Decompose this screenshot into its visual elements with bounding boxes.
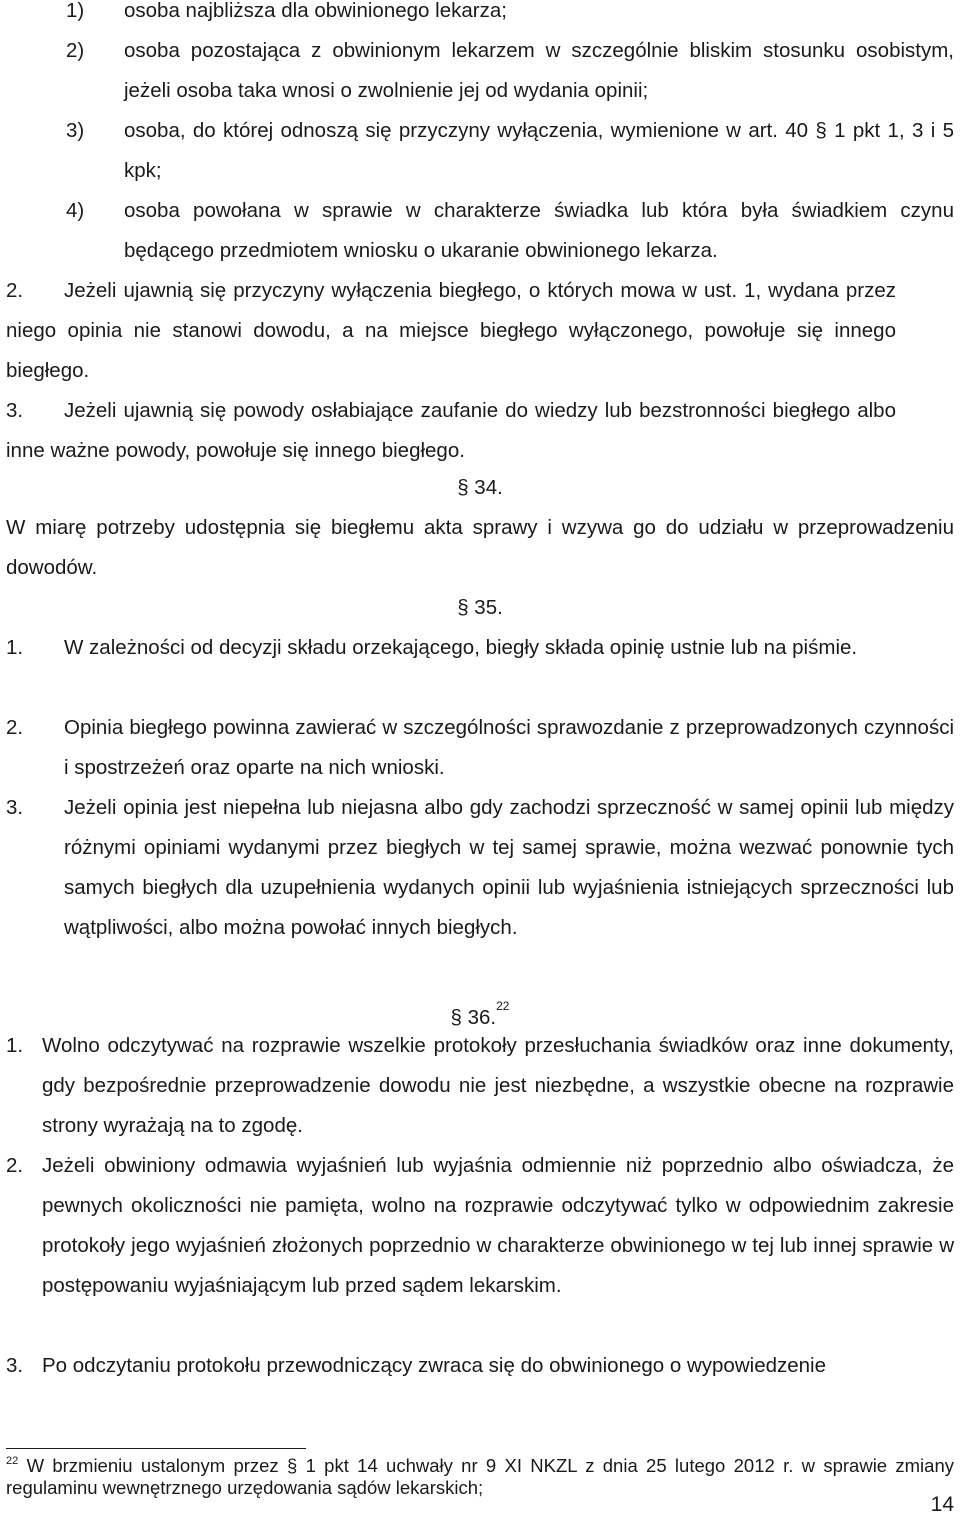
section-number: 36.	[467, 1006, 497, 1029]
point-text: Jeżeli opinia jest niepełna lub niejasna albo gdy zachodzi sprzeczność w samej opinii lub między różnymi opiniami wydanymi przez biegłych w tej samej sprawie, można wezwać ponownie tych samych biegłych dla uzupełnienia wydanych opinii lub wyjaśnienia istniejących sprzeczności lub wątpliwości, albo można powołać innych biegłych.	[64, 796, 954, 939]
section-number: 34.	[474, 476, 503, 499]
list-item-number: 2)	[66, 39, 85, 62]
paragraph-point	[6, 1026, 954, 1146]
list-item-number: 1)	[66, 0, 85, 22]
footnote-separator	[6, 1448, 306, 1449]
section-sign: §	[457, 476, 469, 499]
list-item-text: osoba najbliższa dla obwinionego lekarza;	[124, 0, 507, 22]
list-item-text: osoba powołana w sprawie w charakterze świadka lub która była świadkiem czynu będącego przedmiotem wniosku o ukaranie obwinionego lekarza.	[124, 199, 954, 262]
paragraph-point	[6, 1346, 954, 1386]
list-item-text: osoba pozostająca z obwinionym lekarzem w szczególnie bliskim stosunku osobistym, jeżeli osoba taka wnosi o zwolnienie jej od wydania opinii;	[124, 39, 954, 102]
section-heading	[0, 588, 960, 628]
list-item-number: 3)	[66, 119, 85, 142]
page-number: 14	[930, 1493, 954, 1516]
point-text: Jeżeli ujawnią się powody osłabiające zaufanie do wiedzy lub bezstronności biegłego albo inne ważne powody, powołuje się innego biegłego.	[6, 399, 896, 462]
list-item	[66, 0, 954, 31]
point-text: W zależności od decyzji składu orzekającego, biegły składa opinię ustnie lub na piśmie.	[64, 636, 858, 659]
point-text: Po odczytaniu protokołu przewodniczący zwraca się do obwinionego o wypowiedzenie	[42, 1354, 827, 1377]
point-number: 2.	[6, 1154, 24, 1177]
footnote-text: W brzmieniu ustalonym przez § 1 pkt 14 uchwały nr 9 XI NKZL z dnia 25 lutego 2012 r. w sprawie zmiany regulaminu wewnętrznego urzędowania sądów lekarskich;	[6, 1455, 954, 1498]
point-number: 3.	[6, 1354, 24, 1377]
list-item-text: osoba, do której odnoszą się przyczyny wyłączenia, wymienione w art. 40 § 1 pkt 1, 3 i 5 kpk;	[124, 119, 954, 182]
paragraph-point	[6, 628, 954, 668]
point-number: 1.	[6, 1034, 24, 1057]
point-number: 1.	[6, 636, 24, 659]
list-item-number: 4)	[66, 199, 85, 222]
footnote-number: 22	[6, 1455, 19, 1467]
section-sign: §	[457, 596, 469, 619]
point-text: Wolno odczytywać na rozprawie wszelkie protokoły przesłuchania świadków oraz inne dokumenty, gdy bezpośrednie przeprowadzenie dowodu nie jest niezbędne, a wszystkie obecne na rozprawie strony wyrażają na to zgodę.	[42, 1034, 954, 1137]
point-number: 2.	[6, 716, 24, 739]
list-item	[66, 111, 954, 191]
paragraph-point	[6, 708, 954, 788]
paragraph-point	[6, 271, 954, 391]
footnote-reference[interactable]: 22	[496, 999, 510, 1013]
paragraph-point	[6, 1146, 954, 1306]
footnote	[6, 1450, 954, 1499]
point-text: Jeżeli ujawnią się przyczyny wyłączenia biegłego, o których mowa w ust. 1, wydana przez niego opinia nie stanowi dowodu, a na miejsce biegłego wyłączonego, powołuje się innego biegłego.	[6, 279, 896, 382]
section-number: 35.	[474, 596, 503, 619]
point-number: 3.	[6, 399, 24, 422]
list-item	[66, 191, 954, 271]
point-number: 3.	[6, 796, 24, 819]
point-text: Opinia biegłego powinna zawierać w szczególności sprawozdanie z przeprowadzonych czynności i spostrzeżeń oraz oparte na nich wnioski.	[64, 716, 954, 779]
point-text: Jeżeli obwiniony odmawia wyjaśnień lub wyjaśnia odmiennie niż poprzednio albo oświadcza, że pewnych okoliczności nie pamięta, wolno na rozprawie odczytywać tylko w odpowiednim zakresie protokoły jego wyjaśnień złożonych poprzednio w charakterze obwinionego w tej lub innej sprawie w postępowaniu wyjaśniającym lub przed sądem lekarskim.	[42, 1154, 954, 1297]
section-heading	[0, 468, 960, 508]
paragraph-point	[6, 391, 954, 471]
paragraph-point	[6, 788, 954, 948]
list-item	[66, 31, 954, 111]
section-text: W miarę potrzeby udostępnia się biegłemu akta sprawy i wzywa go do udziału w przeprowadzeniu dowodów.	[6, 516, 954, 579]
section-sign: §	[450, 1006, 462, 1029]
point-number: 2.	[6, 279, 24, 302]
